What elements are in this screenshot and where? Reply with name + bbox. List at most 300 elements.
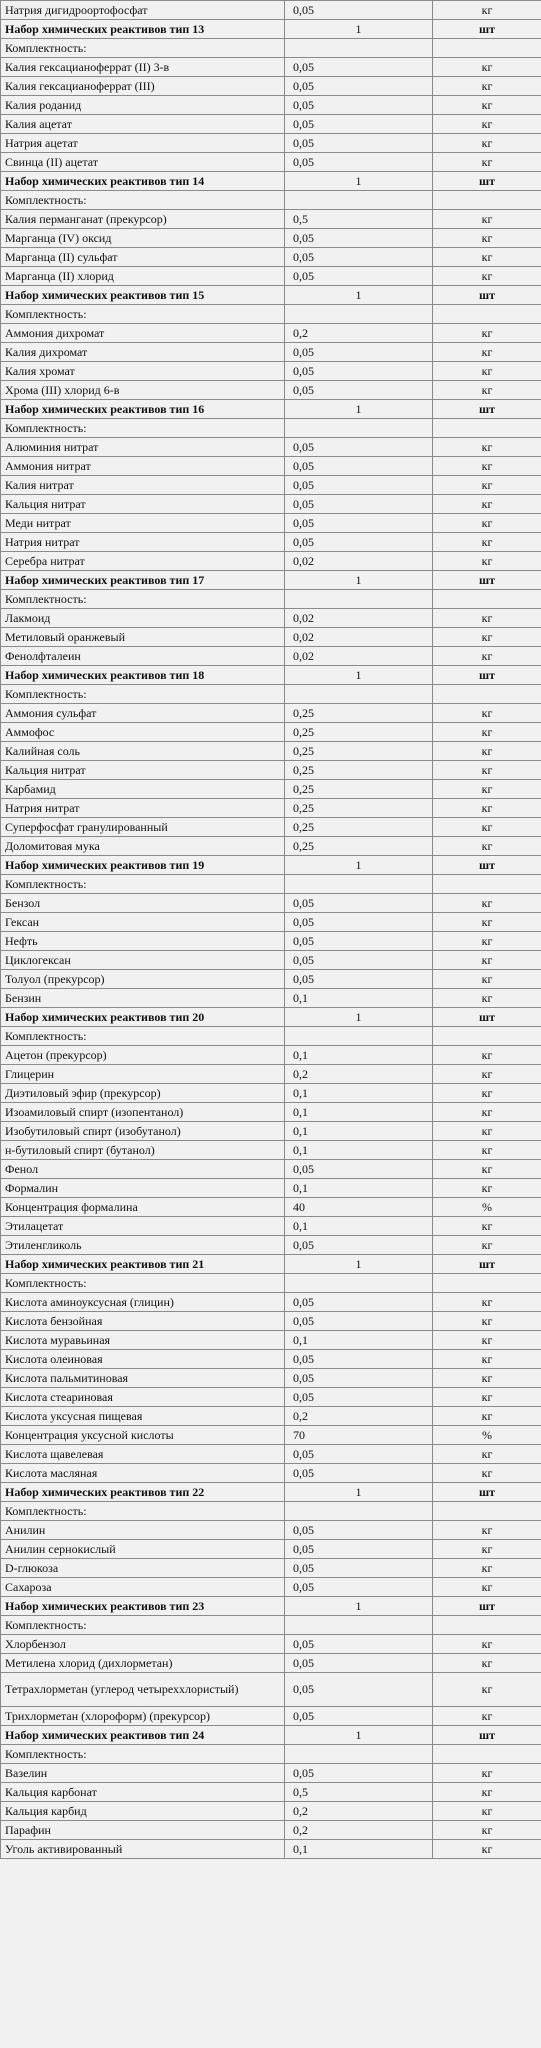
reagent-name-cell: Фенолфталеин [1,647,285,666]
kit-contents-label-row [1,305,541,324]
quantity-cell: 1 [285,1726,433,1745]
kit-contents-label-row [1,39,541,58]
quantity-cell: 0,05 [285,476,433,495]
reagent-name-cell: Кальция карбид [1,1802,285,1821]
kit-header-row [1,571,541,590]
unit-cell: кг [433,476,541,495]
quantity-cell: 0,05 [285,1350,433,1369]
table-row [1,514,541,533]
unit-cell: кг [433,134,541,153]
reagent-name-cell: Концентрация уксусной кислоты [1,1426,285,1445]
reagent-name-cell: Натрия дигидроортофосфат [1,1,285,20]
unit-cell: кг [433,1635,541,1654]
unit-cell [433,590,541,609]
table-row [1,1783,541,1802]
reagent-name-cell: Метилена хлорид (дихлорметан) [1,1654,285,1673]
unit-cell: кг [433,1821,541,1840]
quantity-cell: 0,25 [285,818,433,837]
unit-cell [433,1745,541,1764]
reagent-name-cell: Толуол (прекурсор) [1,970,285,989]
quantity-cell: 1 [285,1008,433,1027]
reagent-name-cell: Анилин сернокислый [1,1540,285,1559]
quantity-cell: 0,02 [285,628,433,647]
table-row [1,1217,541,1236]
quantity-cell: 0,05 [285,457,433,476]
table-row [1,58,541,77]
unit-cell: кг [433,1312,541,1331]
reagent-name-cell: Калия ацетат [1,115,285,134]
unit-cell: кг [433,1141,541,1160]
quantity-cell: 1 [285,172,433,191]
kit-header-row [1,666,541,685]
quantity-cell: 0,05 [285,1445,433,1464]
kit-contents-label-row [1,1027,541,1046]
unit-cell: шт [433,286,541,305]
quantity-cell [285,875,433,894]
table-row [1,628,541,647]
table-row [1,115,541,134]
unit-cell: кг [433,647,541,666]
unit-cell: кг [433,989,541,1008]
table-row [1,495,541,514]
unit-cell: кг [433,381,541,400]
reagent-name-cell: Комплектность: [1,1027,285,1046]
unit-cell: кг [433,115,541,134]
reagent-name-cell: Бензол [1,894,285,913]
table-row [1,134,541,153]
reagent-name-cell: Хрома (III) хлорид 6-в [1,381,285,400]
table-row [1,457,541,476]
unit-cell: кг [433,495,541,514]
quantity-cell: 0,2 [285,1065,433,1084]
kit-header-row [1,1483,541,1502]
table-row [1,1426,541,1445]
quantity-cell: 0,05 [285,115,433,134]
reagent-name-cell: Калия хромат [1,362,285,381]
reagent-name-cell: Комплектность: [1,1616,285,1635]
reagent-name-cell: Калия роданид [1,96,285,115]
unit-cell: кг [433,1407,541,1426]
reagent-name-cell: Кислота уксусная пищевая [1,1407,285,1426]
quantity-cell: 0,05 [285,1578,433,1597]
quantity-cell: 0,05 [285,77,433,96]
quantity-cell: 0,02 [285,647,433,666]
table-row [1,96,541,115]
quantity-cell: 0,05 [285,970,433,989]
unit-cell: кг [433,1578,541,1597]
table-row [1,1065,541,1084]
table-row [1,343,541,362]
quantity-cell [285,590,433,609]
quantity-cell: 0,05 [285,1707,433,1726]
reagent-name-cell: Кислота олеиновая [1,1350,285,1369]
reagent-name-cell: Комплектность: [1,1502,285,1521]
reagents-table-body [1,1,541,1859]
reagent-name-cell: Парафин [1,1821,285,1840]
table-row [1,704,541,723]
reagent-name-cell: Аммофос [1,723,285,742]
unit-cell: шт [433,1255,541,1274]
unit-cell: кг [433,96,541,115]
quantity-cell: 0,05 [285,1,433,20]
table-row [1,1350,541,1369]
reagent-name-cell: Натрия нитрат [1,799,285,818]
quantity-cell: 0,05 [285,343,433,362]
reagent-name-cell: Марганца (IV) оксид [1,229,285,248]
table-row [1,913,541,932]
unit-cell [433,419,541,438]
table-row [1,1331,541,1350]
reagent-name-cell: Этилацетат [1,1217,285,1236]
unit-cell: кг [433,210,541,229]
quantity-cell: 0,02 [285,552,433,571]
reagent-name-cell: Формалин [1,1179,285,1198]
unit-cell: кг [433,1179,541,1198]
unit-cell: кг [433,229,541,248]
quantity-cell: 0,2 [285,1407,433,1426]
unit-cell: кг [433,533,541,552]
reagent-name-cell: Этиленгликоль [1,1236,285,1255]
reagent-name-cell: Кислота аминоуксусная (глицин) [1,1293,285,1312]
unit-cell: кг [433,1236,541,1255]
quantity-cell: 1 [285,286,433,305]
table-row [1,1179,541,1198]
unit-cell: кг [433,248,541,267]
reagent-name-cell: Доломитовая мука [1,837,285,856]
unit-cell: кг [433,1764,541,1783]
quantity-cell: 0,1 [285,989,433,1008]
unit-cell: кг [433,1783,541,1802]
reagent-name-cell: Калия дихромат [1,343,285,362]
kit-contents-label-row [1,1745,541,1764]
reagent-name-cell: Калия перманганат (прекурсор) [1,210,285,229]
reagent-name-cell: Набор химических реактивов тип 23 [1,1597,285,1616]
quantity-cell: 0,05 [285,951,433,970]
unit-cell: кг [433,1707,541,1726]
unit-cell: кг [433,514,541,533]
table-row [1,1464,541,1483]
unit-cell: кг [433,1559,541,1578]
reagent-name-cell: Натрия ацетат [1,134,285,153]
quantity-cell: 0,1 [285,1217,433,1236]
reagent-name-cell: Изобутиловый спирт (изобутанол) [1,1122,285,1141]
quantity-cell [285,685,433,704]
quantity-cell: 0,05 [285,913,433,932]
quantity-cell: 1 [285,856,433,875]
unit-cell: кг [433,1445,541,1464]
unit-cell: кг [433,1521,541,1540]
quantity-cell: 0,05 [285,362,433,381]
reagent-name-cell: Комплектность: [1,191,285,210]
reagent-name-cell: Калия гексацианоферрат (III) [1,77,285,96]
table-row [1,1388,541,1407]
unit-cell: кг [433,1540,541,1559]
quantity-cell: 0,05 [285,495,433,514]
reagent-name-cell: Комплектность: [1,685,285,704]
quantity-cell [285,39,433,58]
unit-cell: кг [433,324,541,343]
reagent-name-cell: Кислота пальмитиновая [1,1369,285,1388]
unit-cell: шт [433,666,541,685]
reagent-name-cell: Набор химических реактивов тип 24 [1,1726,285,1745]
table-row [1,723,541,742]
reagent-name-cell: Комплектность: [1,1274,285,1293]
quantity-cell: 0,25 [285,761,433,780]
unit-cell: кг [433,1673,541,1707]
table-row [1,77,541,96]
reagent-name-cell: Гексан [1,913,285,932]
kit-header-row [1,1597,541,1616]
unit-cell: кг [433,1293,541,1312]
unit-cell: кг [433,780,541,799]
unit-cell: кг [433,818,541,837]
reagent-name-cell: D-глюкоза [1,1559,285,1578]
quantity-cell: 0,25 [285,704,433,723]
reagent-name-cell: Набор химических реактивов тип 22 [1,1483,285,1502]
reagent-name-cell: Концентрация формалина [1,1198,285,1217]
reagent-name-cell: Набор химических реактивов тип 19 [1,856,285,875]
table-row [1,476,541,495]
quantity-cell: 0,02 [285,609,433,628]
unit-cell: шт [433,856,541,875]
quantity-cell: 0,05 [285,134,433,153]
unit-cell: кг [433,362,541,381]
reagent-name-cell: Кальция нитрат [1,761,285,780]
unit-cell: кг [433,1103,541,1122]
unit-cell: кг [433,913,541,932]
table-row [1,1122,541,1141]
reagent-name-cell: Комплектность: [1,419,285,438]
quantity-cell [285,1745,433,1764]
unit-cell: кг [433,894,541,913]
quantity-cell: 1 [285,20,433,39]
quantity-cell: 0,5 [285,1783,433,1802]
kit-header-row [1,1255,541,1274]
table-row [1,1,541,20]
quantity-cell: 0,1 [285,1331,433,1350]
reagent-name-cell: Набор химических реактивов тип 21 [1,1255,285,1274]
table-row [1,1198,541,1217]
unit-cell: кг [433,1,541,20]
quantity-cell: 0,1 [285,1122,433,1141]
reagent-name-cell: Калия нитрат [1,476,285,495]
quantity-cell: 0,05 [285,1388,433,1407]
quantity-cell: 0,05 [285,1312,433,1331]
table-row [1,799,541,818]
kit-contents-label-row [1,875,541,894]
kit-header-row [1,856,541,875]
reagent-name-cell: Трихлорметан (хлороформ) (прекурсор) [1,1707,285,1726]
quantity-cell: 1 [285,666,433,685]
quantity-cell [285,1027,433,1046]
table-row [1,1046,541,1065]
quantity-cell: 0,05 [285,533,433,552]
table-row [1,1407,541,1426]
table-row [1,324,541,343]
unit-cell: кг [433,438,541,457]
table-row [1,438,541,457]
table-row [1,362,541,381]
unit-cell: шт [433,20,541,39]
kit-contents-label-row [1,590,541,609]
table-row [1,609,541,628]
unit-cell: кг [433,1331,541,1350]
table-row [1,818,541,837]
table-row [1,1821,541,1840]
kit-contents-label-row [1,191,541,210]
unit-cell: кг [433,1369,541,1388]
quantity-cell: 0,05 [285,932,433,951]
table-row [1,210,541,229]
reagent-name-cell: Набор химических реактивов тип 18 [1,666,285,685]
table-row [1,1578,541,1597]
reagent-name-cell: Комплектность: [1,39,285,58]
unit-cell [433,39,541,58]
reagent-name-cell: Набор химических реактивов тип 14 [1,172,285,191]
reagent-name-cell: Фенол [1,1160,285,1179]
table-row [1,248,541,267]
unit-cell: кг [433,267,541,286]
table-row [1,1540,541,1559]
quantity-cell: 0,05 [285,58,433,77]
unit-cell: кг [433,932,541,951]
reagent-name-cell: Суперфосфат гранулированный [1,818,285,837]
reagent-name-cell: Кислота стеариновая [1,1388,285,1407]
table-row [1,1673,541,1707]
table-row [1,1802,541,1821]
kit-contents-label-row [1,1502,541,1521]
reagent-name-cell: Набор химических реактивов тип 20 [1,1008,285,1027]
unit-cell: шт [433,400,541,419]
table-row [1,837,541,856]
table-row [1,267,541,286]
table-row [1,989,541,1008]
table-row [1,1293,541,1312]
reagent-name-cell: Карбамид [1,780,285,799]
unit-cell: кг [433,970,541,989]
quantity-cell: 0,05 [285,1521,433,1540]
table-row [1,951,541,970]
table-row [1,780,541,799]
quantity-cell: 0,05 [285,229,433,248]
table-row [1,1521,541,1540]
unit-cell: кг [433,552,541,571]
reagent-name-cell: Набор химических реактивов тип 15 [1,286,285,305]
quantity-cell: 0,05 [285,381,433,400]
quantity-cell: 0,05 [285,267,433,286]
reagent-name-cell: Калия гексацианоферрат (II) 3-в [1,58,285,77]
quantity-cell: 1 [285,400,433,419]
unit-cell: кг [433,1084,541,1103]
reagent-name-cell: Вазелин [1,1764,285,1783]
table-row [1,761,541,780]
quantity-cell: 0,5 [285,210,433,229]
quantity-cell: 0,2 [285,1821,433,1840]
reagent-name-cell: Лакмоид [1,609,285,628]
reagent-name-cell: Аммония нитрат [1,457,285,476]
unit-cell [433,875,541,894]
unit-cell: кг [433,1350,541,1369]
table-row [1,1707,541,1726]
table-row [1,1635,541,1654]
quantity-cell: 0,05 [285,1559,433,1578]
reagent-name-cell: Комплектность: [1,590,285,609]
unit-cell: шт [433,1483,541,1502]
quantity-cell: 0,25 [285,742,433,761]
quantity-cell: 0,05 [285,1369,433,1388]
quantity-cell: 0,05 [285,514,433,533]
quantity-cell: 0,05 [285,153,433,172]
table-row [1,1764,541,1783]
quantity-cell: 0,05 [285,1293,433,1312]
reagent-name-cell: Диэтиловый эфир (прекурсор) [1,1084,285,1103]
quantity-cell: 0,1 [285,1179,433,1198]
quantity-cell: 0,1 [285,1141,433,1160]
table-row [1,742,541,761]
quantity-cell: 0,05 [285,894,433,913]
quantity-cell: 0,05 [285,1236,433,1255]
unit-cell: кг [433,951,541,970]
quantity-cell: 1 [285,1483,433,1502]
reagent-name-cell: Анилин [1,1521,285,1540]
unit-cell: кг [433,1654,541,1673]
unit-cell: кг [433,1160,541,1179]
quantity-cell: 0,05 [285,1464,433,1483]
unit-cell: кг [433,799,541,818]
reagent-name-cell: Хлорбензол [1,1635,285,1654]
unit-cell [433,1616,541,1635]
quantity-cell [285,419,433,438]
quantity-cell: 0,05 [285,1540,433,1559]
reagent-name-cell: Комплектность: [1,1745,285,1764]
quantity-cell [285,1616,433,1635]
quantity-cell: 0,1 [285,1103,433,1122]
quantity-cell: 0,1 [285,1084,433,1103]
unit-cell [433,1502,541,1521]
reagent-name-cell: Набор химических реактивов тип 13 [1,20,285,39]
quantity-cell: 0,05 [285,96,433,115]
table-row [1,1559,541,1578]
unit-cell: кг [433,58,541,77]
reagent-name-cell: Циклогексан [1,951,285,970]
reagent-name-cell: Нефть [1,932,285,951]
reagent-name-cell: Комплектность: [1,305,285,324]
unit-cell [433,1274,541,1293]
table-row [1,153,541,172]
reagent-name-cell: Ацетон (прекурсор) [1,1046,285,1065]
quantity-cell: 0,05 [285,438,433,457]
quantity-cell: 0,2 [285,324,433,343]
quantity-cell [285,1502,433,1521]
quantity-cell: 0,05 [285,248,433,267]
table-row [1,1236,541,1255]
reagent-name-cell: Кислота масляная [1,1464,285,1483]
reagent-name-cell: Набор химических реактивов тип 17 [1,571,285,590]
reagent-name-cell: Серебра нитрат [1,552,285,571]
table-row [1,1103,541,1122]
reagent-name-cell: Сахароза [1,1578,285,1597]
unit-cell: % [433,1426,541,1445]
unit-cell [433,1027,541,1046]
table-row [1,1141,541,1160]
reagent-name-cell: Уголь активированный [1,1840,285,1859]
table-row [1,1084,541,1103]
reagent-name-cell: Алюминия нитрат [1,438,285,457]
quantity-cell: 0,05 [285,1764,433,1783]
reagent-name-cell: Бензин [1,989,285,1008]
quantity-cell [285,305,433,324]
reagent-name-cell: Марганца (II) хлорид [1,267,285,286]
